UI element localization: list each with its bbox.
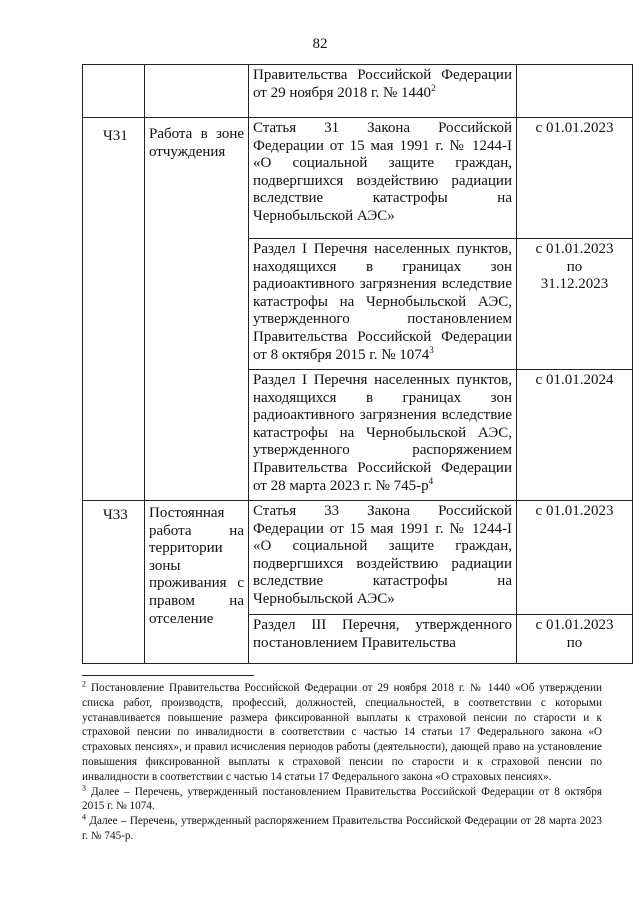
code-cell: Ч31	[83, 118, 145, 501]
code-cell	[83, 65, 145, 118]
pension-work-table	[82, 64, 633, 664]
footnote-ref: 4	[428, 475, 434, 486]
footnotes	[82, 681, 602, 844]
document-cell: Раздел I Перечня населенных пунктов, находящихся в границах зон радиоактивного загрязнения вследствие катастрофы на Чернобыльской АЭС, утвержденного постановлением Правительства Российской Федерации от 8 октября 2015 г. № 1074$^3$	[249, 239, 517, 370]
document-cell: Раздел I Перечня населенных пунктов, находящихся в границах зон радиоактивного загрязнения вследствие катастрофы на Чернобыльской АЭС, утвержденного распоряжением Правительства Российской Федерации от 28 марта 2023 г. № $745-р^4$	[249, 370, 517, 501]
code-cell: Ч33	[83, 501, 145, 664]
page-number: 82	[312, 36, 328, 52]
date-cell: с 01.01.2023	[517, 118, 633, 239]
footnote-separator	[82, 675, 254, 676]
date-cell	[517, 65, 633, 118]
footnote: $^4$ Далее – Перечень, утвержденный распоряжением Правительства Российской Федерации от 28 марта 2023 г. № 745-р.	[82, 812, 603, 842]
footnote-ref: 2	[431, 82, 436, 93]
table-row	[83, 118, 633, 239]
document-cell: Статья 33 Закона Российской Федерации от 15 мая 1991 г. № 1244-I «О социальной защите граждан, подвергшихся воздействию радиации вследствие катастрофы на Чернобыльской АЭС»	[249, 501, 517, 615]
date-cell: с 01.01.2023 по 31.12.2023	[517, 239, 633, 370]
name-cell: Работа в зоне отчуждения	[145, 118, 249, 501]
date-cell: с 01.01.2024	[517, 370, 633, 501]
name-cell: Постоянная работа на территории зоны проживания с правом на отселение	[145, 501, 249, 664]
date-cell: с 01.01.2023	[517, 501, 633, 615]
footnote-ref: 3	[429, 344, 434, 355]
footnote: $^3$ Далее – Перечень, утвержденный постановлением Правительства Российской Федерации от 8 октября 2015 г. № 1074.	[82, 782, 602, 813]
footnote: $^2$ Постановление Правительства Российской Федерации от 29 ноября 2018 г. № 1440 «Об утверждении списка работ, производств, профессий, должностей, специальностей, в соответствии с которыми устанавливается повышение размера фиксированной выплаты к страховой пенсии по старости и к страховой пенсии по инвалидности в соответствии с частью 14 статьи 17 Федерального закона «О страховых пенсиях», и правил исчисления периодов работы (деятельности), дающей право на установление повышения фиксированной выплаты к страховой пенсии по старости и к страховой пенсии по инвалидности в соответствии с частью 14 статьи 17 Федерального закона «О страховых пенсиях».	[82, 679, 602, 783]
document-cell: Статья 31 Закона Российской Федерации от 15 мая 1991 г. № 1244-I «О социальной защите граждан, подвергшихся воздействию радиации вследствие катастрофы на Чернобыльской АЭС»	[249, 118, 517, 239]
table-row-continuation	[83, 65, 633, 118]
name-cell	[145, 65, 249, 118]
table-row	[83, 501, 633, 615]
date-cell: с 01.01.2023 по	[517, 615, 633, 664]
document-cell: Правительства Российской Федерации от 29 ноября 2018 г. № 1440$^2$	[249, 65, 517, 118]
document-cell: Раздел III Перечня, утвержденного постановлением Правительства	[249, 615, 517, 664]
